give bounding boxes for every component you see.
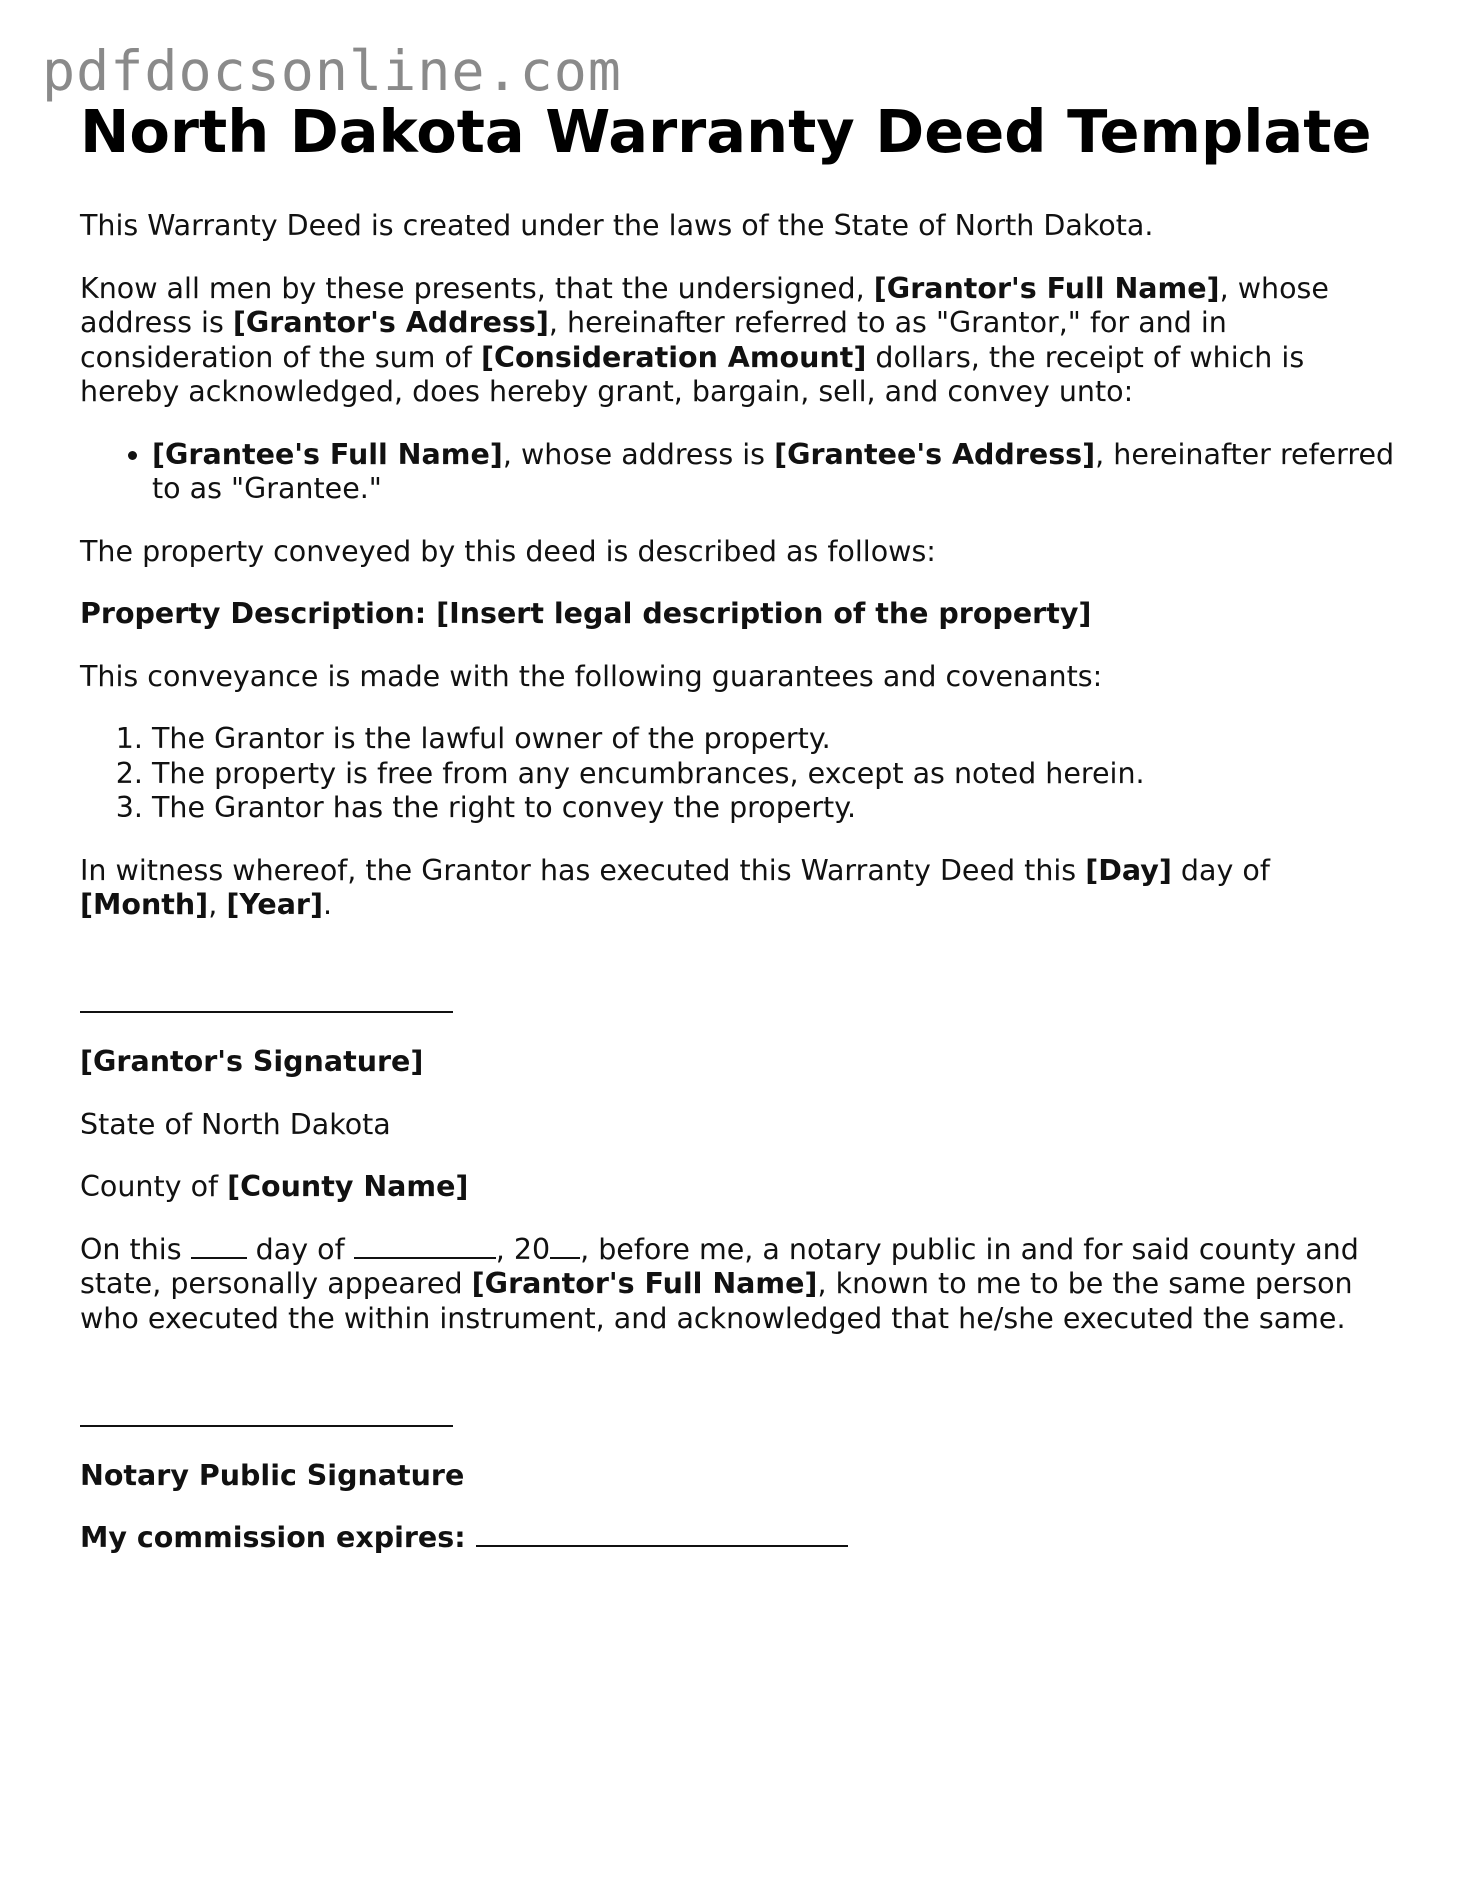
conveyance-paragraph: Know all men by these presents, that the undersigned, [Grantor's Full Name], whose address is [Grantor's Address], hereinafter referred to as "Grantor," for and in consideration of the sum of [Consideration Amount] dollars, the receipt of which is hereby acknowledged, does hereby grant, bargain, sell, and convey unto:	[80, 271, 1329, 408]
county-name-placeholder: [County Name]	[227, 1170, 469, 1203]
witness-paragraph: In witness whereof, the Grantor has executed this Warranty Deed this [Day] day of [Month], [Year].	[80, 853, 1270, 921]
list-item: 2. The property is free from any encumbrances, except as noted herein.	[152, 757, 1400, 792]
grantor-name-placeholder: [Grantor's Full Name]	[873, 271, 1220, 305]
covenants-list	[80, 722, 1400, 826]
grantor-signature-label: [Grantor's Signature]	[80, 1045, 424, 1078]
document-body	[80, 209, 1400, 1584]
intro-paragraph: This Warranty Deed is created under the laws of the State of North Dakota.	[80, 209, 1154, 242]
year-blank	[550, 1256, 580, 1259]
day-placeholder: [Day]	[1085, 853, 1172, 887]
notary-signature-label: Notary Public Signature	[80, 1458, 465, 1492]
day-blank	[191, 1256, 247, 1259]
grantee-name-placeholder: [Grantee's Full Name]	[152, 437, 503, 471]
list-item: 1. The Grantor is the lawful owner of the property.	[152, 722, 1400, 757]
grantee-list	[80, 438, 1400, 507]
grantor-address-placeholder: [Grantor's Address]	[232, 306, 549, 339]
commission-blank	[476, 1544, 848, 1547]
covenants-intro: This conveyance is made with the following guarantees and covenants:	[80, 659, 1103, 693]
property-intro: The property conveyed by this deed is described as follows:	[80, 534, 936, 568]
watermark: pdfdocsonline.com	[42, 39, 622, 103]
property-description: Property Description: [Insert legal description of the property]	[80, 597, 1092, 630]
year-placeholder: [Year]	[226, 888, 324, 921]
list-item: 3. The Grantor has the right to convey the property.	[152, 791, 1400, 826]
month-placeholder: [Month]	[80, 888, 209, 921]
consideration-placeholder: [Consideration Amount]	[481, 340, 867, 374]
grantee-address-placeholder: [Grantee's Address]	[774, 437, 1096, 471]
commission-line: My commission expires:	[80, 1521, 1400, 1556]
county-line: County of [County Name]	[80, 1170, 469, 1203]
page-title: North Dakota Warranty Deed Template	[80, 97, 1372, 166]
list-item: • [Grantee's Full Name], whose address is [Grantee's Address], hereinafter referred to as "Grantee."	[152, 438, 1400, 507]
grantor-signature-line	[80, 983, 1400, 1018]
notary-signature-line	[80, 1396, 1400, 1431]
state-line: State of North Dakota	[80, 1107, 391, 1141]
grantor-name-placeholder: [Grantor's Full Name]	[471, 1267, 818, 1300]
month-blank	[354, 1256, 496, 1259]
notary-paragraph: On this day of , 20 , before me, a notary public in and for said county and state, personally appeared [Grantor's Full Name], known to me to be the same person who executed the within instrument, and acknowledged that he/she executed the same.	[80, 1232, 1359, 1335]
